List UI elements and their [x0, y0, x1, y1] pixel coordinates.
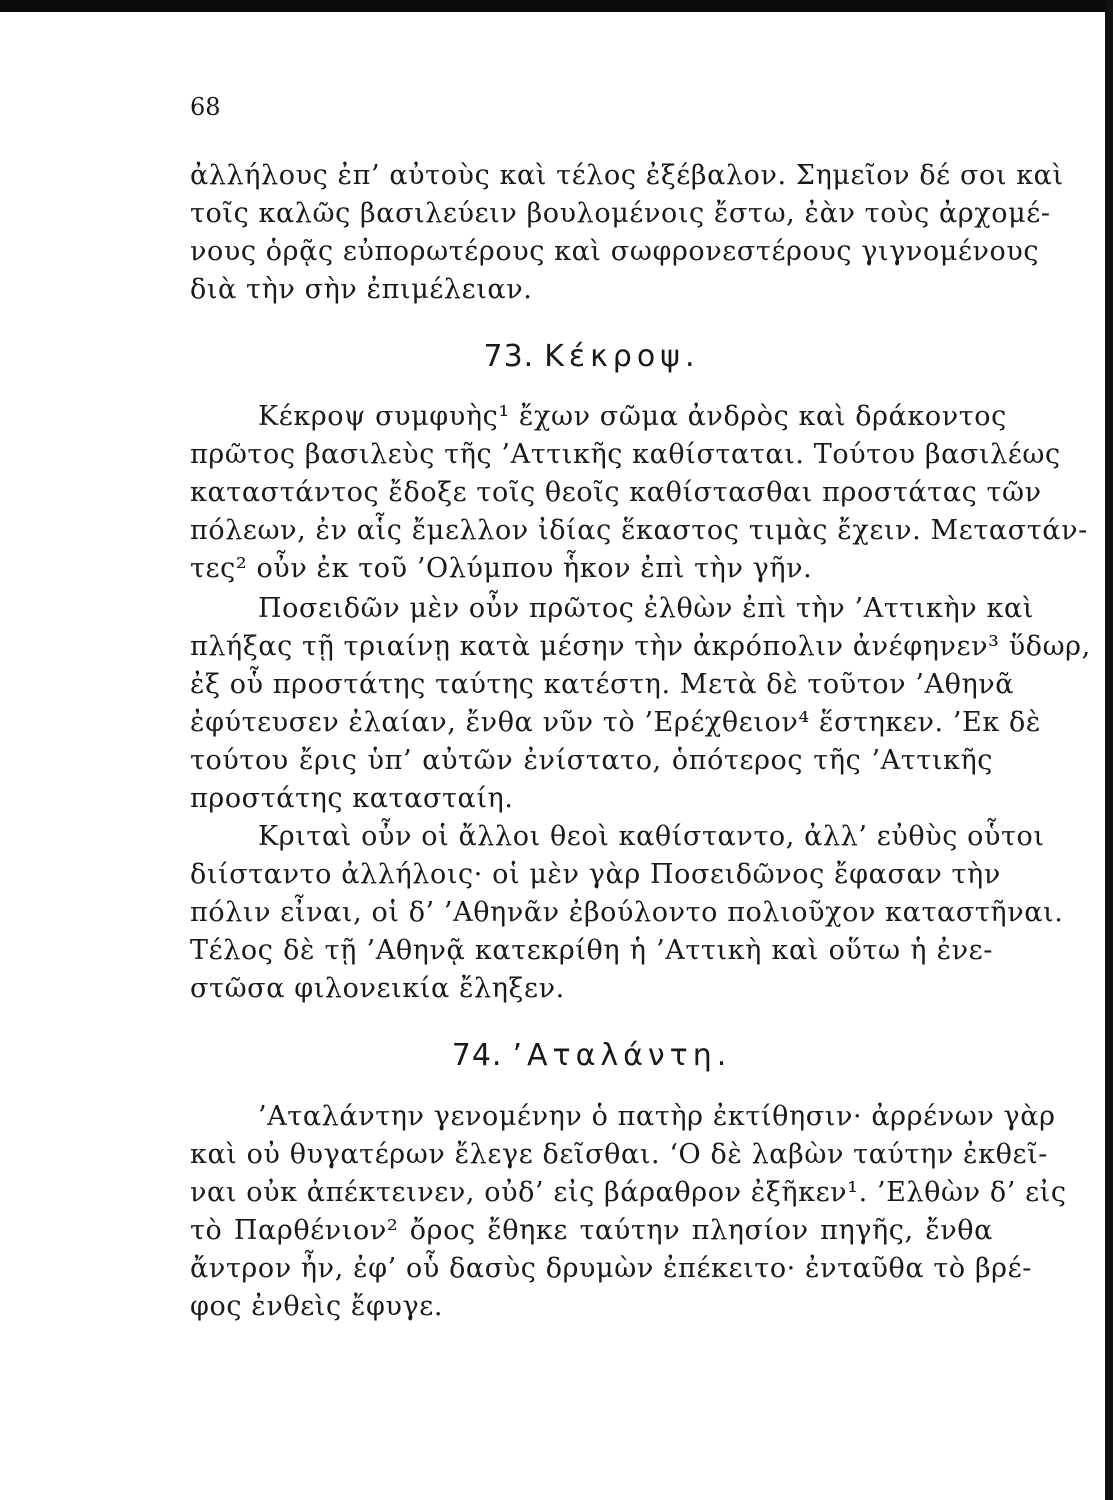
text-line: ἐφύτευσεν ἐλαίαν, ἔνθα νῦν τὸ ’Ερέχθειον⁴ ἕστηκεν. ’Εκ δὲ: [190, 707, 1041, 738]
section-heading: [190, 337, 993, 377]
text-line: τοῖς καλῶς βασιλεύειν βουλομένοις ἔστω, ἐὰν τοὺς ἀρχομέ-: [190, 198, 1051, 229]
text-line: Κέκροψ συμφυὴς¹ ἔχων σῶμα ἀνδρὸς καὶ δράκοντος: [258, 401, 1007, 432]
section-title: ’Αταλάντη.: [512, 1038, 732, 1073]
text-line: Τέλος δὲ τῇ ’Αθηνᾷ κατεκρίθη ἡ ’Αττικὴ καὶ οὕτω ἡ ἐνε-: [190, 935, 993, 966]
section-number: 74.: [451, 1038, 503, 1073]
text-line: πλήξας τῇ τριαίνῃ κατὰ μέσην τὴν ἀκρόπολιν ἀνέφηνεν³ ὕδωρ,: [190, 631, 1091, 662]
text-line: ναι οὐκ ἀπέκτεινεν, οὐδ’ εἰς βάραθρον ἐξῆκεν¹. ’Ελθὼν δ’ εἰς: [190, 1177, 1067, 1208]
scan-border-top: [0, 0, 1113, 12]
text-line: ’Αταλάντην γενομένην ὁ πατὴρ ἐκτίθησιν· ἀρρένων γὰρ: [258, 1101, 1056, 1132]
text-line: φος ἐνθεὶς ἔφυγε.: [190, 1291, 444, 1322]
text-line: Κριταὶ οὖν οἱ ἄλλοι θεοὶ καθίσταντο, ἀλλ’ εὐθὺς οὗτοι: [258, 821, 1045, 852]
text-line: πόλιν εἶναι, οἱ δ’ ’Αθηνᾶν ἐβούλοντο πολιοῦχον καταστῆναι.: [190, 897, 1064, 928]
text-line: Ποσειδῶν μὲν οὖν πρῶτος ἐλθὼν ἐπὶ τὴν ’Αττικὴν καὶ: [258, 593, 1034, 624]
text-line: τούτου ἔρις ὑπ’ αὐτῶν ἐνίστατο, ὁπότερος τῆς ’Αττικῆς: [190, 745, 993, 776]
text-line: καταστάντος ἔδοξε τοῖς θεοῖς καθίστασθαι προστάτας τῶν: [190, 477, 1042, 508]
text-line: προστάτης κατασταίη.: [190, 783, 514, 814]
text-line: τες² οὖν ἐκ τοῦ ’Ολύμπου ἧκον ἐπὶ τὴν γῆν.: [190, 553, 813, 584]
text-line: ἐξ οὗ προστάτης ταύτης κατέστη. Μετὰ δὲ τοῦτον ’Αθηνᾶ: [190, 669, 1015, 700]
text-line: πόλεων, ἐν αἷς ἔμελλον ἰδίας ἕκαστος τιμὰς ἔχειν. Μεταστάν-: [190, 515, 1088, 546]
section-title: Κέκροψ.: [544, 339, 700, 374]
text-line: καὶ οὐ θυγατέρων ἔλεγε δεῖσθαι. ‘Ο δὲ λαβὼν ταύτην ἐκθεῖ-: [190, 1139, 1048, 1170]
page-number: 68: [190, 93, 221, 121]
scan-border-right: [1105, 0, 1113, 1500]
text-line: νους ὁρᾷς εὐπορωτέρους καὶ σωφρονεστέρους γιγνομένους: [190, 236, 1040, 267]
section-heading: [190, 1036, 993, 1076]
text-line: ἀλλήλους ἐπ’ αὐτοὺς καὶ τέλος ἐξέβαλον. Σημεῖον δέ σοι καὶ: [190, 160, 1064, 191]
text-line: πρῶτος βασιλεὺς τῆς ’Αττικῆς καθίσταται. Τούτου βασιλέως: [190, 439, 1061, 470]
text-line: ἄντρον ἦν, ἐφ’ οὗ δασὺς δρυμὼν ἐπέκειτο· ἐνταῦθα τὸ βρέ-: [190, 1253, 1032, 1284]
text-line: διὰ τὴν σὴν ἐπιμέλειαν.: [190, 274, 533, 305]
text-line: στῶσα φιλονεικία ἔληξεν.: [190, 973, 565, 1004]
section-number: 73.: [483, 339, 535, 374]
text-line: διίσταντο ἀλλήλοις· οἱ μὲν γὰρ Ποσειδῶνος ἔφασαν τὴν: [190, 859, 1001, 890]
text-line: τὸ Παρθένιον² ὄρος ἔθηκε ταύτην πλησίον πηγῆς, ἔνθα: [190, 1215, 993, 1246]
